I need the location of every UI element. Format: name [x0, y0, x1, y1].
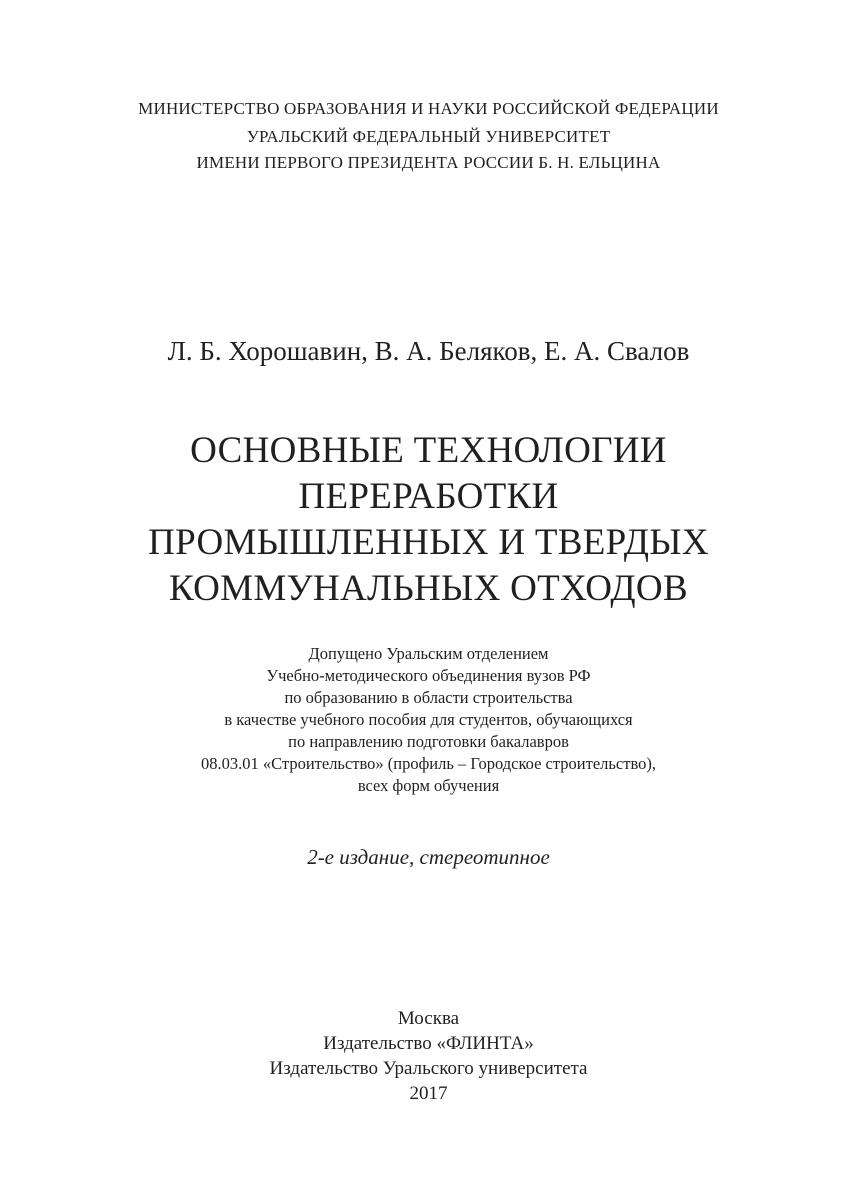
approval-statement — [0, 643, 857, 797]
edition-note — [0, 843, 857, 871]
imprint-city: Москва — [397, 1008, 460, 1029]
university-name: УРАЛЬСКИЙ ФЕДЕРАЛЬНЫЙ УНИВЕРСИТЕТ — [246, 127, 611, 146]
title-line: ПРОМЫШЛЕННЫХ И ТВЕРДЫХ — [148, 522, 709, 563]
approval-line: Учебно-методического объединения вузов РФ — [266, 666, 591, 685]
authors-line: Л. Б. Хорошавин, В. А. Беляков, Е. А. Свалов — [167, 336, 690, 366]
approval-line: 08.03.01 «Строительство» (профиль – Городское строительство), — [201, 754, 656, 773]
ministry-name: МИНИСТЕРСТВО ОБРАЗОВАНИЯ И НАУКИ РОССИЙСКОЙ ФЕДЕРАЦИИ — [138, 99, 719, 118]
imprint-publisher: Издательство Уральского университета — [269, 1058, 588, 1079]
institution-header — [0, 96, 857, 176]
title-line: ОСНОВНЫЕ ТЕХНОЛОГИИ — [190, 430, 667, 471]
title-line: ПЕРЕРАБОТКИ — [298, 476, 559, 517]
approval-line: Допущено Уральским отделением — [308, 644, 549, 663]
imprint-publisher: Издательство «ФЛИНТА» — [323, 1033, 534, 1054]
university-honorific: ИМЕНИ ПЕРВОГО ПРЕЗИДЕНТА РОССИИ Б. Н. ЕЛЬЦИНА — [196, 153, 661, 172]
approval-line: по образованию в области строительства — [284, 688, 573, 707]
imprint — [0, 1006, 857, 1106]
title-line: КОММУНАЛЬНЫХ ОТХОДОВ — [169, 568, 688, 609]
approval-line: по направлению подготовки бакалавров — [288, 732, 569, 751]
book-title — [0, 428, 857, 612]
authors — [0, 334, 857, 368]
edition-line: 2-е издание, стереотипное — [307, 845, 550, 869]
approval-line: всех форм обучения — [357, 776, 500, 795]
imprint-year: 2017 — [409, 1083, 448, 1104]
approval-line: в качестве учебного пособия для студентов, обучающихся — [224, 710, 633, 729]
